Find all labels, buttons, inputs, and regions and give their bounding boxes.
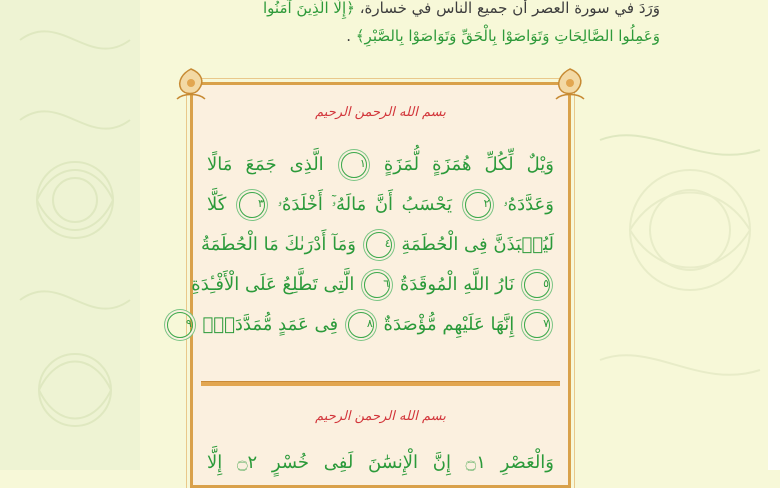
intro-line-1-quote: ﴿إِلَّا الَّذِينَ آمَنُوا xyxy=(263,0,355,17)
verse-text: الَّذِى جَمَعَ مَالًا xyxy=(207,154,324,175)
verse-text: كَلَّا xyxy=(207,194,227,215)
verse-line xyxy=(191,265,554,305)
corner-ornament-top-left-icon xyxy=(171,65,211,105)
surah-divider xyxy=(201,381,560,386)
verse-text: وَعَدَّدَهُۥ xyxy=(503,194,554,215)
verse-number-marker: ٩ xyxy=(167,312,193,338)
verse-text: وَيْلٌ لِّكُلِّ هُمَزَةٍ لُّمَزَةٍ xyxy=(383,154,554,175)
verse-number-marker: ٢ xyxy=(465,192,491,218)
verse-text: وَمَآ أَدْرَىٰكَ مَا الْحُطَمَةُ xyxy=(200,234,356,255)
verse-line xyxy=(185,305,554,345)
verse-text: الَّتِى تَطَّلِعُ عَلَى الْأَفْـِٔدَةِ xyxy=(191,274,355,295)
verse-text: إِنَّهَا عَلَيْهِم مُّؤْصَدَةٌ xyxy=(383,314,515,335)
verse-text: نَارُ اللَّهِ الْمُوقَدَةُ xyxy=(399,274,515,295)
intro-line-1-text: وَرَدَ في سورة العصر أن جميع الناس في خسارة، xyxy=(359,0,660,17)
basmala-humazah: بسم الله الرحمن الرحيم xyxy=(315,105,446,120)
basmala-asr: بسم الله الرحمن الرحيم xyxy=(315,409,446,424)
verse-number-marker: ٧ xyxy=(524,312,550,338)
verse-text: يَحْسَبُ أَنَّ مَالَهُۥٓ أَخْلَدَهُۥ xyxy=(277,194,452,215)
verse-number-marker: ٣ xyxy=(239,192,265,218)
verse-number-marker: ١ xyxy=(341,152,367,178)
verse-text: لَيُنۢبَذَنَّ فِى الْحُطَمَةِ xyxy=(401,234,554,255)
quran-frame xyxy=(185,82,571,488)
surah-asr-partial-line: وَالْعَصْرِ ۝١ إِنَّ الْإِنسَٰنَ لَفِى خُسْرٍ ۝٢ إِلَّا xyxy=(207,452,554,473)
verse-number-marker: ٦ xyxy=(364,272,390,298)
intro-paragraph xyxy=(100,0,660,50)
verse-number-marker: ٨ xyxy=(348,312,374,338)
intro-line-2-quote: وَعَمِلُوا الصَّالِحَاتِ وَتَوَاصَوْا بِالْحَقِّ وَتَوَاصَوْا بِالصَّبْرِ﴾ xyxy=(355,27,660,45)
verse-line xyxy=(207,185,554,225)
intro-line-2-end: . xyxy=(346,27,351,45)
verse-line xyxy=(200,225,554,265)
intro-line-2 xyxy=(100,22,660,50)
verse-number-marker: ٤ xyxy=(366,232,392,258)
verse-text: فِى عَمَدٍ مُّمَدَّدَةٍۭ xyxy=(202,314,339,335)
intro-line-1 xyxy=(100,0,660,22)
verse-number-marker: ٥ xyxy=(524,272,550,298)
corner-ornament-top-right-icon xyxy=(550,65,590,105)
surah-humazah-verses xyxy=(185,145,554,345)
verse-line xyxy=(207,145,554,185)
